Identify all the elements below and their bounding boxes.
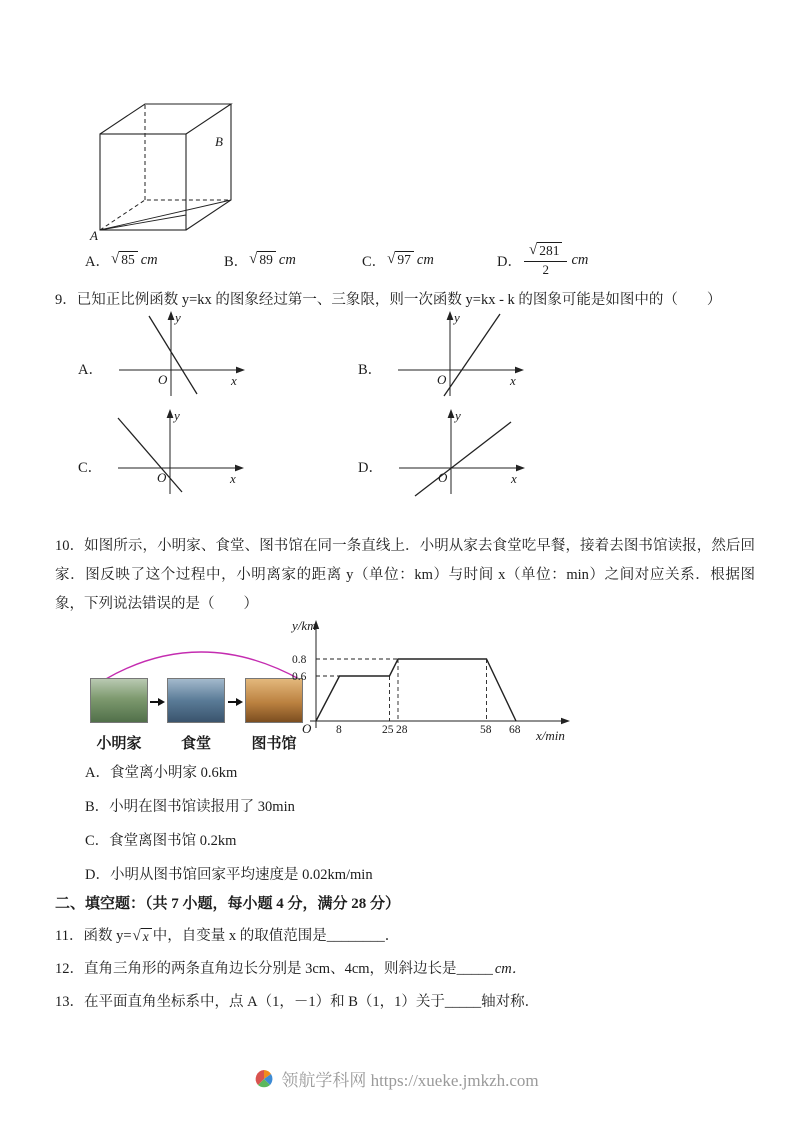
question-12 [55, 957, 526, 978]
unit-label: cm [416, 251, 434, 268]
axis-label-x: x [510, 471, 517, 486]
chart-ylabel: y/km [292, 618, 317, 633]
arrow-icon [227, 696, 244, 708]
radicand: 89 [257, 251, 276, 269]
sqrt-radical-icon: √ [387, 251, 396, 268]
footer-site-link[interactable]: 领航学科网 https://xueke.jmkzh.com [281, 1071, 539, 1090]
chart-origin-label: O [302, 721, 312, 736]
place-label-library: 图书馆 [251, 736, 297, 752]
photo-home [90, 678, 148, 723]
arrow-icon [149, 696, 166, 708]
axis-label-x: x [230, 373, 237, 388]
unit-label: cm [278, 251, 296, 268]
vertex-label-a: A [90, 228, 98, 242]
cuboid-figure [88, 92, 248, 242]
answer-blank: ________ [326, 928, 385, 944]
graph-option-label: A． [78, 362, 103, 378]
question-10-options [85, 756, 373, 892]
place-label-home: 小明家 [96, 736, 142, 752]
axis-label-x: x [510, 373, 516, 388]
sqrt-radical-icon: √ [110, 251, 120, 268]
question-13-suffix: 轴对称． [481, 994, 540, 1010]
denominator: 2 [542, 262, 549, 278]
radicand: 85 [119, 251, 138, 269]
question-10-text: 10．如图所示，小明家、食堂、图书馆在同一条直线上．小明从家去食堂吃早餐，接着去图书馆读报，然后回家．图反映了这个过程中，小明离家的距离 y（单位：km）与时间 x（单位：min）之间对应关系．根据图象，下列说法错误的是（ ） [55, 538, 755, 612]
unit-label: cm [571, 251, 589, 268]
graph-option-label: B． [358, 362, 383, 378]
origin-label: O [437, 470, 448, 485]
q10-option-c: C．食堂离图书馆 0.2km [85, 833, 237, 849]
chart-xlabel: x/min [536, 728, 565, 743]
fraction [524, 242, 567, 277]
coordinate-graph-a [113, 308, 248, 403]
coordinate-graph-d [393, 406, 528, 501]
option-label: D． [497, 253, 522, 270]
route-arc [100, 634, 305, 684]
q10-option-a: A．食堂离小明家 0.6km [85, 765, 238, 781]
sqrt-radical-icon: √ [528, 242, 538, 259]
q8-option-c [362, 240, 434, 280]
option-label: A． [85, 253, 110, 270]
question-12-text: 12．直角三角形的两条直角边长分别是 3cm、4cm，则斜边长是 [55, 961, 457, 977]
q9-graph-d [358, 406, 528, 501]
ytick-0.6: 0.6 [292, 671, 307, 683]
xtick-68: 68 [509, 724, 521, 736]
axis-label-y: y [454, 408, 461, 423]
question-9-text: 9．已知正比例函数 y=kx 的图象经过第一、三象限，则一次函数 y=kx - k 的图象可能是如图中的（ ） [55, 292, 722, 308]
coordinate-graph-b [392, 308, 527, 403]
footer [0, 1066, 793, 1091]
q8-option-b [224, 240, 296, 280]
radicand: 97 [395, 251, 414, 269]
origin-label: O [437, 372, 447, 387]
q8-option-a [85, 240, 158, 280]
period: ． [384, 928, 400, 944]
axis-label-x: x [230, 471, 236, 486]
q9-graph-c [78, 406, 247, 501]
radicand: x [141, 928, 152, 946]
unit-label: cm． [494, 961, 527, 977]
place-label-canteen: 食堂 [180, 736, 211, 752]
xtick-25: 25 [382, 724, 394, 736]
question-11-prefix: 11．函数 y= [55, 928, 132, 944]
question-13 [55, 990, 539, 1011]
origin-label: O [157, 470, 167, 485]
q9-graph-a [78, 308, 248, 403]
q8-option-d [497, 240, 588, 280]
answer-blank: _____ [456, 961, 493, 977]
section-2-title: 二、填空题：（共 7 小题，每小题 4 分，满分 28 分） [55, 896, 401, 912]
sqrt-radical-icon: √ [132, 928, 141, 944]
graph-option-label: C． [78, 460, 103, 476]
axis-label-y: y [454, 310, 460, 325]
radicand: 281 [537, 242, 562, 260]
distance-time-chart [286, 616, 586, 754]
xtick-58: 58 [480, 724, 492, 736]
axis-label-y: y [174, 310, 181, 325]
site-logo-icon [254, 1069, 274, 1089]
q10-option-b: B．小明在图书馆读报用了 30min [85, 799, 295, 815]
option-label: C． [362, 253, 387, 270]
vertex-label-b: B [215, 134, 223, 149]
q10-option-d: D．小明从图书馆回家平均速度是 0.02km/min [85, 867, 373, 883]
axis-label-y: y [174, 408, 180, 423]
option-label: B． [224, 253, 249, 270]
question-11-suffix: 中，自变量 x 的取值范围是 [152, 928, 327, 944]
question-11 [55, 924, 399, 946]
coordinate-graph-c [112, 406, 247, 501]
q9-graph-b [358, 308, 527, 403]
ytick-0.8: 0.8 [292, 654, 307, 666]
answer-blank: _____ [444, 994, 482, 1010]
question-13-prefix: 13．在平面直角坐标系中，点 A（1，－1）和 B（1，1）关于 [55, 994, 445, 1010]
photo-canteen [167, 678, 225, 723]
graph-option-label: D． [358, 460, 383, 476]
sqrt-radical-icon: √ [249, 251, 258, 268]
xtick-28: 28 [396, 724, 408, 736]
xtick-8: 8 [336, 724, 342, 736]
origin-label: O [157, 372, 168, 387]
unit-label: cm [140, 251, 158, 268]
